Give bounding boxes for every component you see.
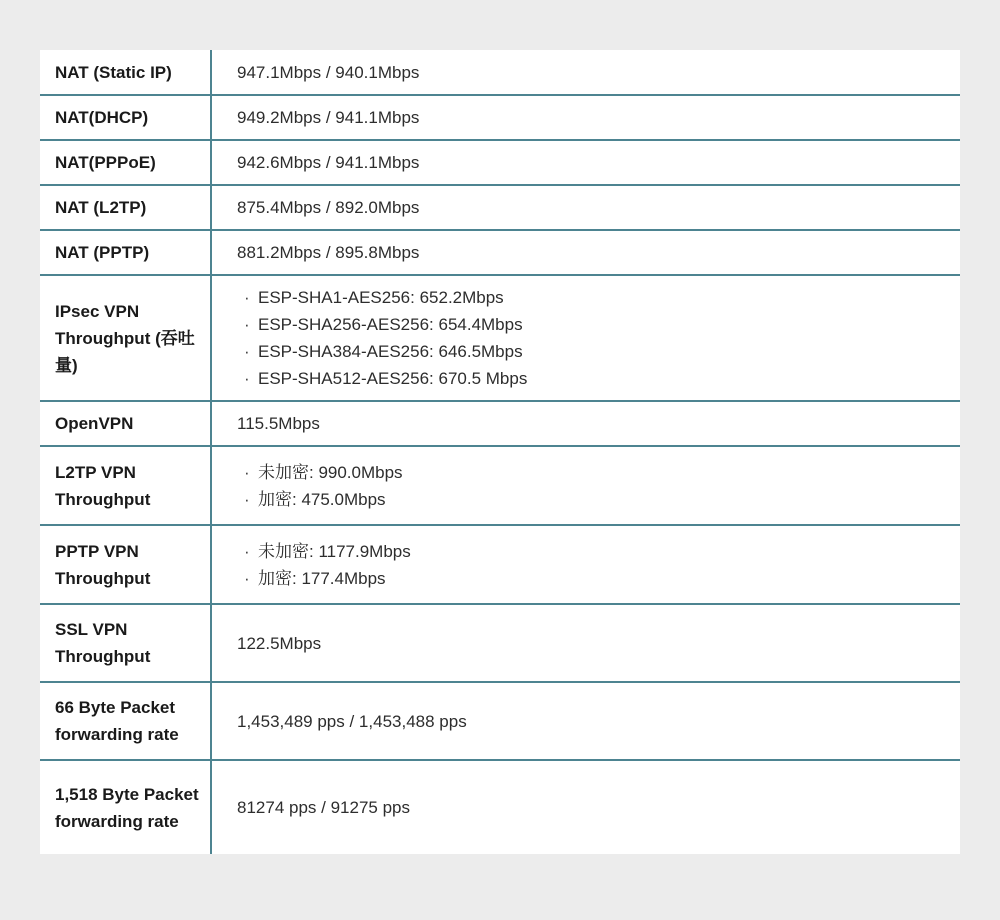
- table-row: [40, 603, 960, 681]
- table-row: [40, 274, 960, 400]
- row-label: PPTP VPN Throughput: [40, 526, 212, 603]
- row-value: [212, 141, 960, 184]
- value-line: 942.6Mbps / 941.1Mbps: [237, 153, 420, 172]
- value-line: [237, 311, 940, 338]
- bullet-icon: ·: [244, 315, 250, 334]
- row-label: SSL VPN Throughput: [40, 605, 212, 681]
- table-row: [40, 184, 960, 229]
- row-value: [212, 605, 960, 681]
- value-line: 122.5Mbps: [237, 633, 322, 653]
- row-value: [212, 276, 960, 400]
- value-text: 未加密: 1177.9Mbps: [258, 541, 411, 561]
- bullet-icon: ·: [244, 288, 250, 307]
- value-line: 881.2Mbps / 895.8Mbps: [237, 243, 420, 262]
- table-row: [40, 445, 960, 524]
- value-line: 115.5Mbps: [237, 414, 320, 433]
- row-value: [212, 402, 960, 445]
- table-row: [40, 50, 960, 94]
- value-text: ESP-SHA1-AES256: 652.2Mbps: [258, 288, 504, 307]
- row-label: NAT(DHCP): [40, 96, 212, 139]
- value-text: ESP-SHA512-AES256: 670.5 Mbps: [258, 369, 528, 388]
- row-label: 66 Byte Packet forwarding rate: [40, 683, 212, 759]
- table-row: [40, 681, 960, 759]
- row-label: NAT(PPPoE): [40, 141, 212, 184]
- row-label: NAT (PPTP): [40, 231, 212, 274]
- row-value: [212, 447, 960, 524]
- value-line: [237, 338, 940, 365]
- value-text: ESP-SHA256-AES256: 654.4Mbps: [258, 315, 523, 334]
- value-line: 947.1Mbps / 940.1Mbps: [237, 62, 420, 82]
- row-value: [212, 683, 960, 759]
- spec-table: [40, 50, 960, 854]
- bullet-icon: ·: [244, 541, 250, 561]
- value-text: ESP-SHA384-AES256: 646.5Mbps: [258, 342, 523, 361]
- row-label: L2TP VPN Throughput: [40, 447, 212, 524]
- bullet-icon: ·: [244, 489, 250, 509]
- table-row: [40, 524, 960, 603]
- bullet-icon: ·: [244, 342, 250, 361]
- value-line: [237, 538, 940, 565]
- value-text: 未加密: 990.0Mbps: [258, 462, 403, 482]
- table-row: [40, 400, 960, 445]
- row-label: 1,518 Byte Packet forwarding rate: [40, 761, 212, 854]
- value-line: [237, 486, 940, 513]
- row-value: [212, 231, 960, 274]
- row-value: [212, 526, 960, 603]
- value-line: 949.2Mbps / 941.1Mbps: [237, 108, 420, 127]
- value-line: 1,453,489 pps / 1,453,488 pps: [237, 711, 467, 731]
- row-value: [212, 50, 960, 94]
- table-row: [40, 139, 960, 184]
- value-line: [237, 459, 940, 486]
- value-line: [237, 565, 940, 592]
- row-label: NAT (L2TP): [40, 186, 212, 229]
- value-text: 加密: 177.4Mbps: [258, 568, 386, 588]
- table-row: [40, 229, 960, 274]
- bullet-icon: ·: [244, 568, 250, 588]
- value-line: [237, 365, 940, 392]
- bullet-icon: ·: [244, 369, 250, 388]
- value-line: [237, 284, 940, 311]
- row-value: [212, 186, 960, 229]
- value-line: 81274 pps / 91275 pps: [237, 798, 410, 817]
- bullet-icon: ·: [244, 462, 250, 482]
- row-label: OpenVPN: [40, 402, 212, 445]
- row-value: [212, 96, 960, 139]
- table-row: [40, 94, 960, 139]
- row-label: IPsec VPN Throughput (吞吐量): [40, 276, 212, 400]
- table-row: [40, 759, 960, 854]
- row-value: [212, 761, 960, 854]
- value-line: 875.4Mbps / 892.0Mbps: [237, 198, 420, 217]
- value-text: 加密: 475.0Mbps: [258, 489, 386, 509]
- row-label: NAT (Static IP): [40, 50, 212, 94]
